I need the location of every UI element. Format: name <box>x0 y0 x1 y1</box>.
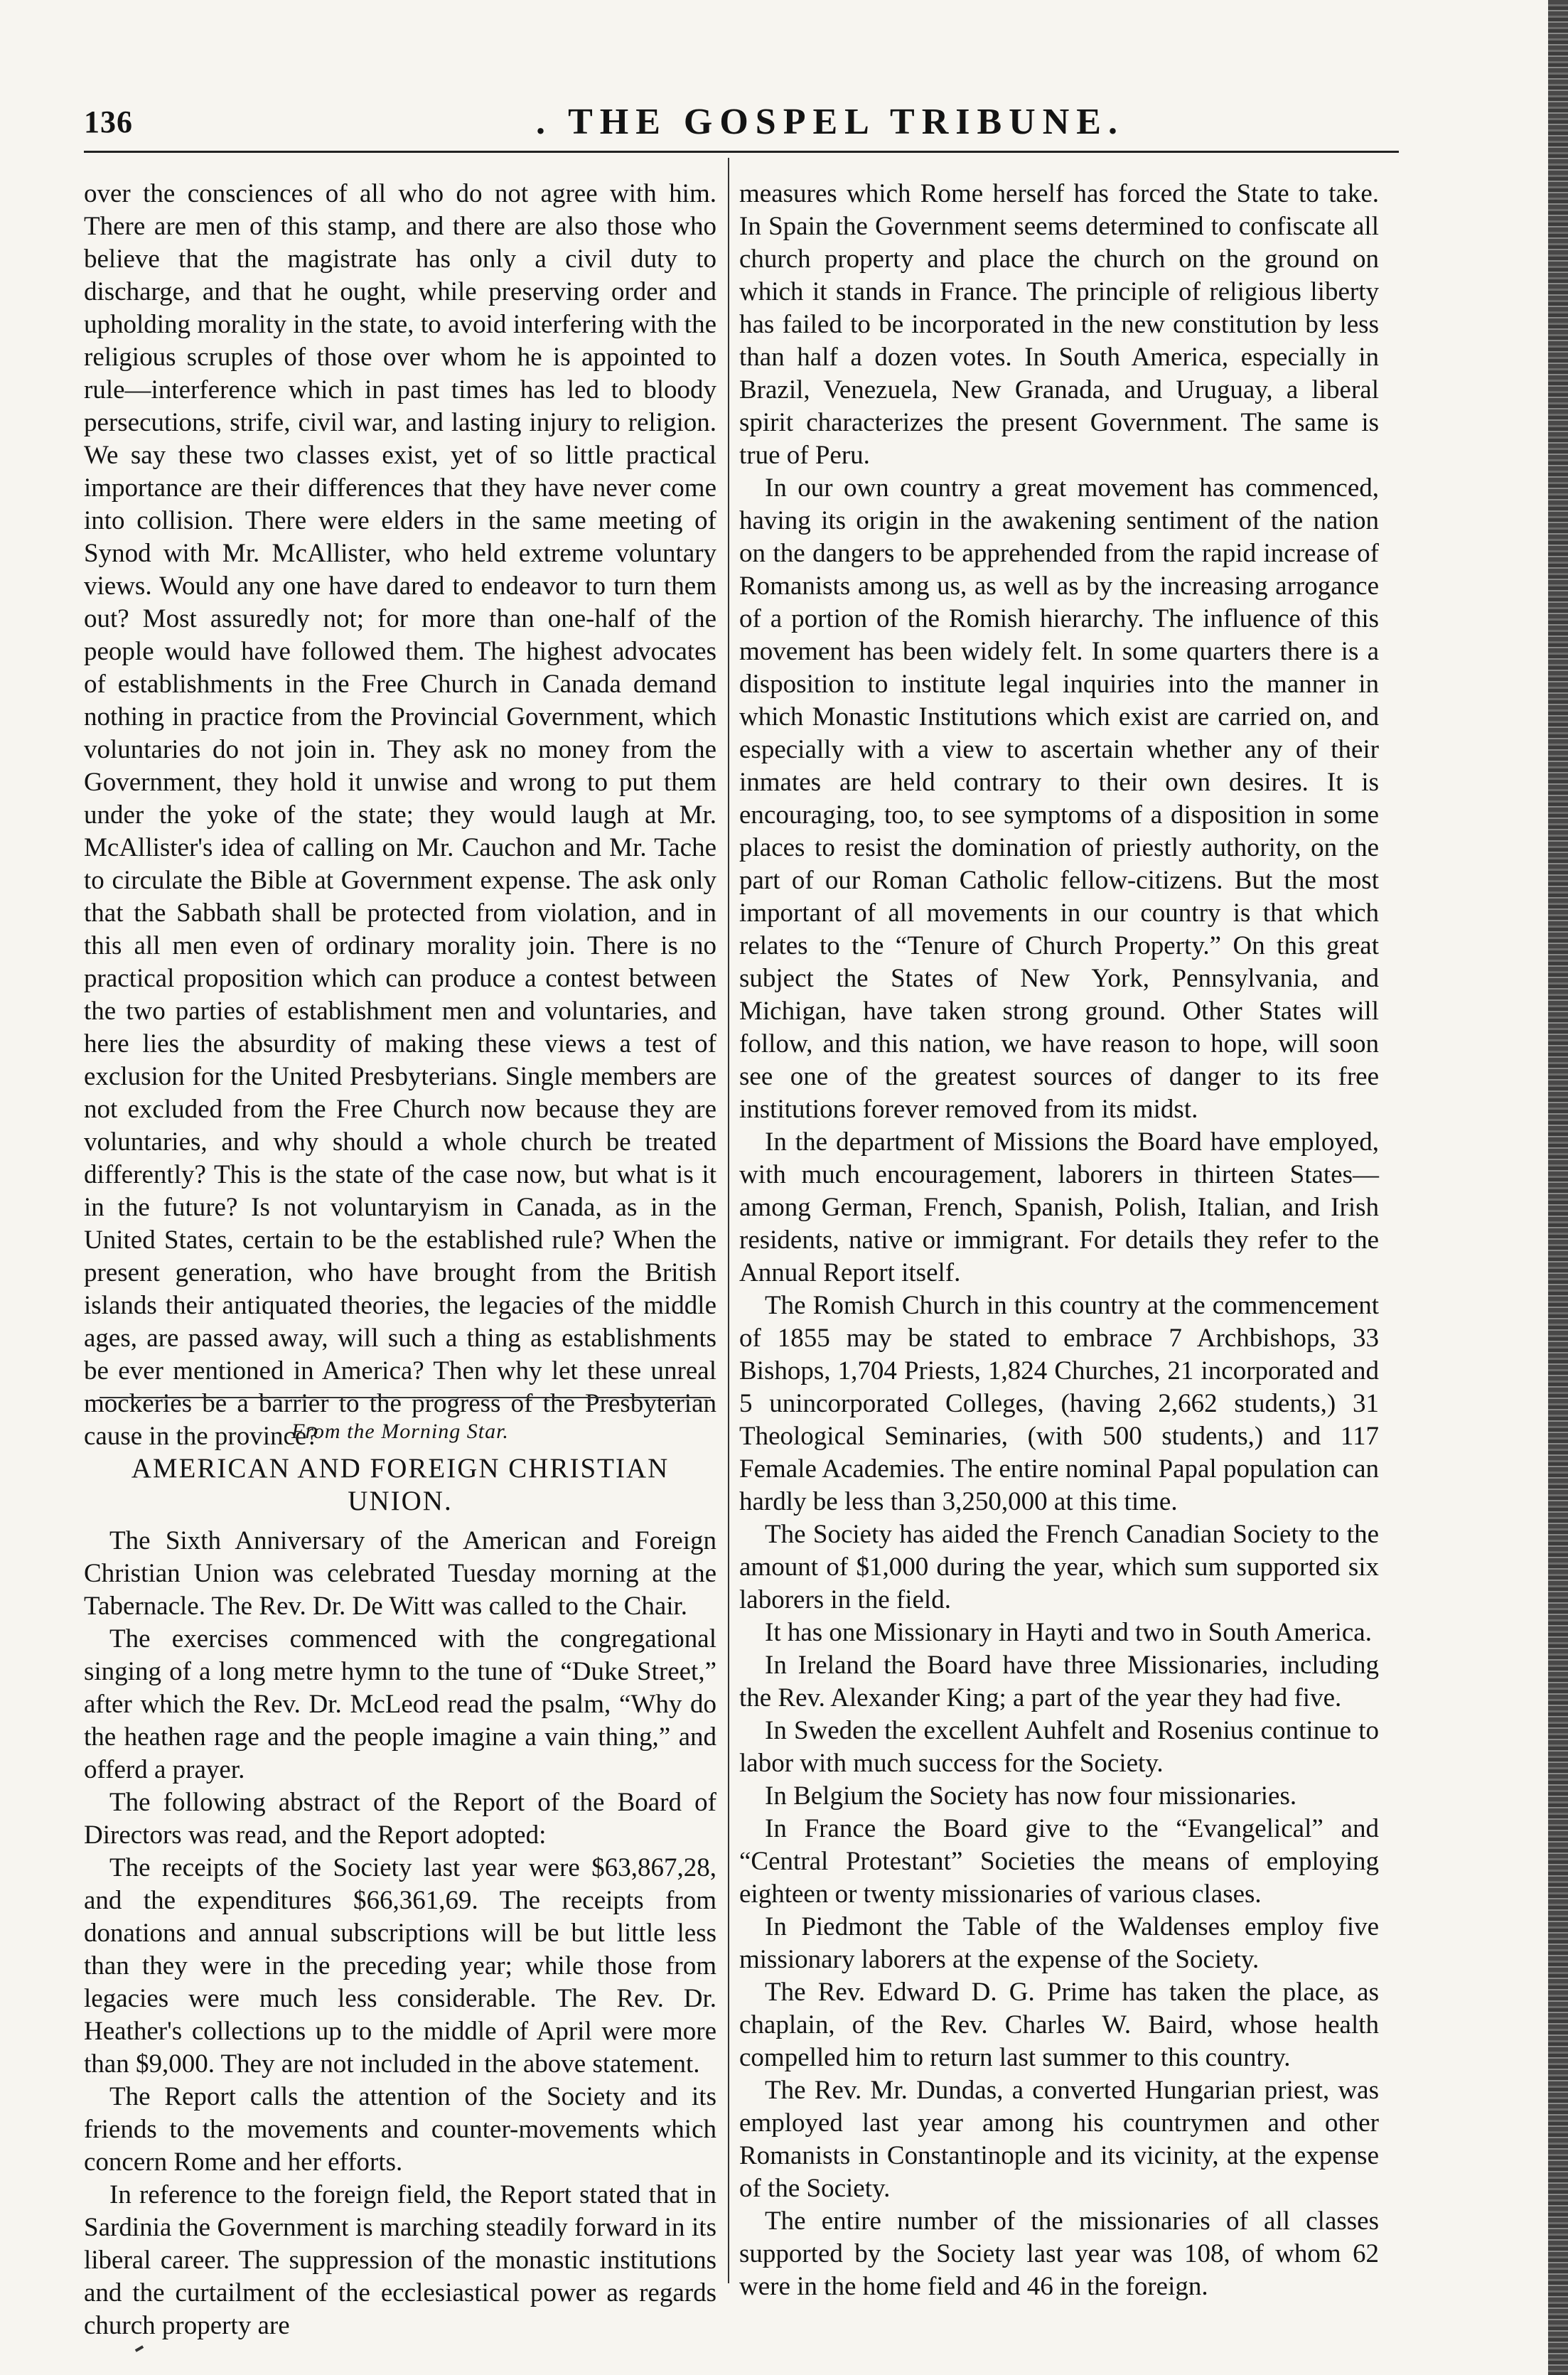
paragraph: In Sweden the excellent Auhfelt and Rosenius continue to labor with much success for the Society. <box>739 1716 1379 1778</box>
left-column-article <box>84 1411 716 2340</box>
paragraph: In Ireland the Board have three Missionaries, including the Rev. Alexander King; a part of the year they had five. <box>739 1651 1379 1712</box>
paragraph: In our own country a great movement has commenced, having its origin in the awakening sentiment of the nation on the dangers to be apprehended from the rapid increase of Romanists among us, as well as by the increasing arrogance of a portion of the Romish hierarchy. The influence of this movement has been widely felt. In some quarters there is a disposition to institute legal inquiries into the manner in which Monastic Institutions which exist are carried on, and especially with a view to ascertain whether any of their inmates are held contrary to their own desires. It is encouraging, too, to see symptoms of a disposition in some places to resist the domination of priestly authority, on the part of our Roman Catholic fellow-citizens. But the most important of all movements in our country is that which relates to the “Tenure of Church Property.” On this great subject the States of New York, Pennsylvania, and Michigan, have taken strong ground. Other States will follow, and this nation, we have reason to hope, will soon see one of the greatest sources of danger to its free institutions forever removed from its midst. <box>739 473 1379 1124</box>
running-title: . THE GOSPEL TRIBUNE. <box>536 102 1124 142</box>
paragraph: The receipts of the Society last year were $63,867,28, and the expenditures $66,361,69. The receipts from donations and annual subscriptions will be but little less than they were in the preceding year; while those from legacies were much less considerable. The Rev. Dr. Heather's collections up to the middle of April were more than $9,000. They are not included in the above statement. <box>84 1853 716 2079</box>
column-divider <box>728 158 729 2283</box>
article-source: From the Morning Star. <box>291 1420 509 1443</box>
paragraph: In France the Board give to the “Evangelical” and “Central Protestant” Societies the means of employing eighteen or twenty missionaries of various clases. <box>739 1814 1379 1909</box>
header-rule <box>84 151 1399 153</box>
paragraph: The following abstract of the Report of the Board of Directors was read, and the Report adopted: <box>84 1788 716 1850</box>
paragraph: In reference to the foreign field, the Report stated that in Sardinia the Government is marching steadily forward in its liberal career. The suppression of the monastic institutions and the curtailment of the ecclesiastical power as regards church property are <box>84 2180 716 2340</box>
paragraph: The Romish Church in this country at the commencement of 1855 may be stated to embrace 7 Archbishops, 33 Bishops, 1,704 Priests, 1,824 Churches, 21 incorporated and 5 unincorporated Colleges, (having 2,662 students,) 31 Theological Seminaries, (with 500 students,) and 117 Female Academies. The entire nominal Papal population can hardly be less than 3,250,000 at this time. <box>739 1291 1379 1516</box>
paragraph: The exercises commenced with the congregational singing of a long metre hymn to the tune of “Duke Street,” after which the Rev. Dr. McLeod read the psalm, “Why do the heathen rage and the people imagine a vain thing,” and offerd a prayer. <box>84 1624 716 1784</box>
paragraph: It has one Missionary in Hayti and two in South America. <box>765 1618 1372 1647</box>
right-column-article <box>739 178 1379 2301</box>
paragraph: The entire number of the missionaries of all classes supported by the Society last year was 108, of whom 62 were in the home field and 46 in the foreign. <box>739 2207 1379 2301</box>
article-heading: AMERICAN AND FOREIGN CHRISTIAN UNION. <box>131 1453 670 1516</box>
paragraph: The Rev. Mr. Dundas, a converted Hungarian priest, was employed last year among his countrymen and other Romanists in Constantinople and its vicinity, at the expense of the Society. <box>739 2076 1379 2203</box>
paragraph: The Society has aided the French Canadian Society to the amount of $1,000 during the year, which sum supported six laborers in the field. <box>739 1520 1379 1614</box>
paragraph: In the department of Missions the Board have employed, with much encouragement, laborers in thirteen States—among German, French, Spanish, Polish, Italian, and Irish residents, native or immigrant. For details they refer to the Annual Report itself. <box>739 1127 1379 1287</box>
paragraph: The Report calls the attention of the Society and its friends to the movements and counter-movements which concern Rome and her efforts. <box>84 2082 716 2177</box>
stray-pen-mark <box>135 2345 144 2352</box>
paragraph: In Piedmont the Table of the Waldenses employ five missionary laborers at the expense of the Society. <box>739 1912 1379 1974</box>
paragraph: measures which Rome herself has forced the State to take. In Spain the Government seems determined to confiscate all church property and place the church on the ground on which it stands in France. The principle of religious liberty has failed to be incorporated in the new constitution by less than half a dozen votes. In South America, especially in Brazil, Venezuela, New Granada, and Uruguay, a liberal spirit characterizes the present Government. The same is true of Peru. <box>739 179 1379 470</box>
page-edge-binding <box>1548 0 1568 2375</box>
page-header <box>84 98 1399 148</box>
paragraph: The Rev. Edward D. G. Prime has taken the place, as chaplain, of the Rev. Charles W. Baird, whose health compelled him to return last summer to this country. <box>739 1978 1379 2072</box>
page-number: 136 <box>84 104 133 139</box>
paragraph: In Belgium the Society has now four missionaries. <box>765 1781 1297 1811</box>
article-separator-rule <box>100 1397 711 1398</box>
paragraph: over the consciences of all who do not agree with him. There are men of this stamp, and there are also those who believe that the magistrate has only a civil duty to discharge, and that he ought, while preserving order and upholding morality in the state, to avoid interfering with the religious scruples of those over whom he is appointed to rule—interference which in past times has led to bloody persecutions, strife, civil war, and lasting injury to religion. We say these two classes exist, yet of so little practical importance are their differences that they have never come into collision. There were elders in the same meeting of Synod with Mr. McAllister, who held extreme voluntary views. Would any one have dared to endeavor to turn them out? Most assuredly not; for more than one-half of the people would have followed them. The highest advocates of establishments in the Free Church in Canada demand nothing in practice from the Provincial Government, which voluntaries do not join in. They ask no money from the Government, they hold it unwise and wrong to put them under the yoke of the state; they would laugh at Mr. McAllister's idea of calling on Mr. Cauchon and Mr. Tache to circulate the Bible at Government expense. The ask only that the Sabbath shall be protected from violation, and in this all men even of ordinary morality join. There is no practical proposition which can produce a contest between the two parties of establishment men and voluntaries, and here lies the absurdity of making these views a test of exclusion for the United Presbyterians. Single members are not excluded from the Free Church now because they are voluntaries, and why should a whole church be treated differently? This is the state of the case now, but what is it in the future? Is not voluntaryism in Canada, as in the United States, certain to be the established rule? When the present generation, who have brought from the British islands their antiquated theories, the legacies of the middle ages, are passed away, will such a thing as establishments be ever mentioned in America? Then why let these unreal mockeries be a barrier to the progress of the Presbyterian cause in the province? <box>84 179 716 1451</box>
paragraph: The Sixth Anniversary of the American and Foreign Christian Union was celebrated Tuesday morning at the Tabernacle. The Rev. Dr. De Witt was called to the Chair. <box>84 1526 716 1621</box>
